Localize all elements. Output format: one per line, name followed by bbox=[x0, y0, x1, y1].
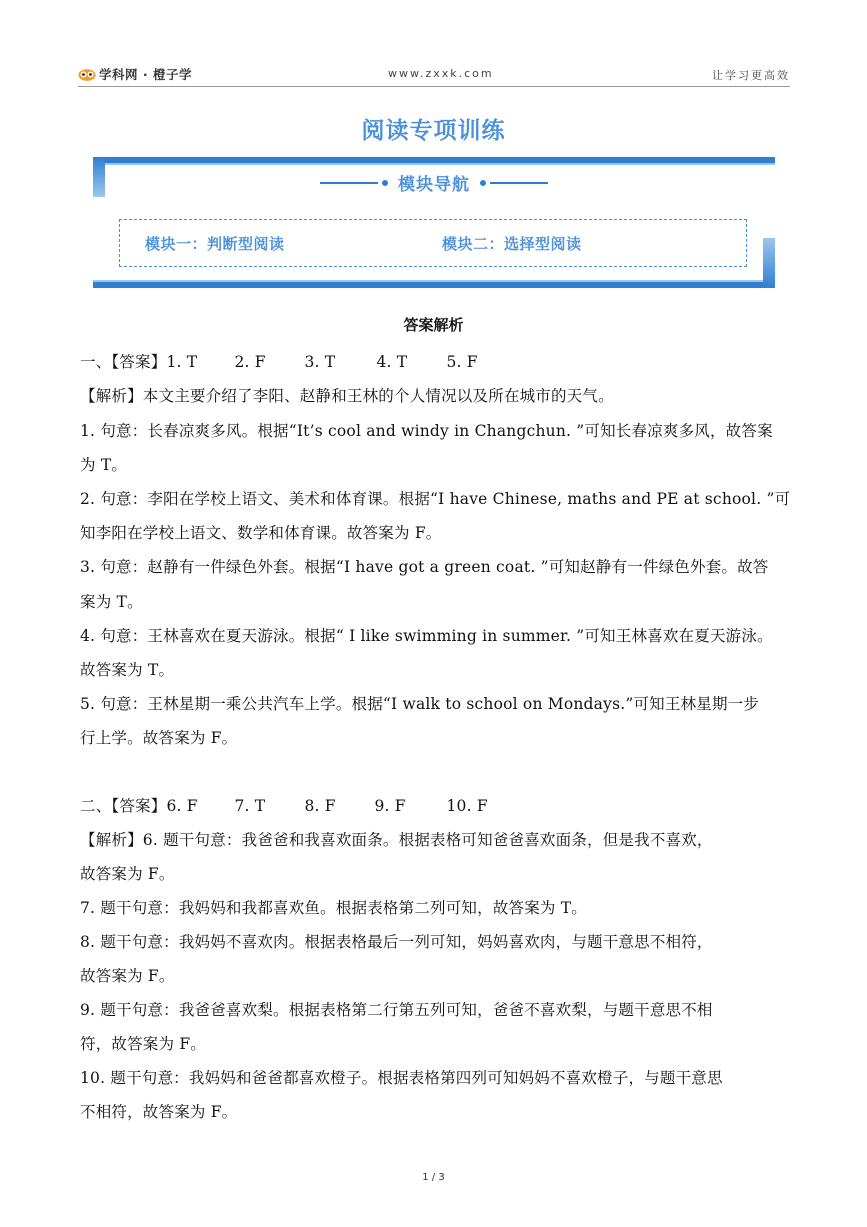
part2-answer-8: 8. F bbox=[304, 797, 336, 815]
part1-line: 知李阳在学校上语文、数学和体育课。故答案为 F。 bbox=[80, 524, 442, 542]
part2-answer-7: 7. T bbox=[234, 797, 266, 815]
part2-line: 10. 题干句意：我妈妈和爸爸都喜欢橙子。根据表格第四列可知妈妈不喜欢橙子，与题干意思 bbox=[80, 1069, 723, 1087]
part1-answer-prefix: 一、【答案】 bbox=[80, 353, 167, 371]
part1-line: 故答案为 T。 bbox=[80, 661, 175, 679]
nav-modules-box bbox=[119, 219, 747, 267]
logo bbox=[78, 65, 192, 83]
part1-line: 行上学。故答案为 F。 bbox=[80, 729, 238, 747]
part2-line: 符，故答案为 F。 bbox=[80, 1035, 206, 1053]
page-header bbox=[78, 64, 790, 86]
part2-answer-10: 10. F bbox=[446, 797, 488, 815]
section-heading: 答案解析 bbox=[403, 316, 464, 334]
part1-line: 【解析】本文主要介绍了李阳、赵静和王林的个人情况以及所在城市的天气。 bbox=[80, 387, 614, 405]
part1-answer-row bbox=[80, 350, 478, 372]
part2-line: 【解析】6. 题干句意：我爸爸和我喜欢面条。根据表格可知爸爸喜欢面条，但是我不喜欢， bbox=[80, 831, 713, 849]
nav-title-dot-right bbox=[480, 180, 486, 186]
part1-line: 1. 句意：长春凉爽多风。根据“It’s cool and windy in Changchun. ”可知长春凉爽多风，故答案 bbox=[80, 422, 773, 440]
header-divider bbox=[78, 86, 790, 87]
nav-module-1-link[interactable]: 模块一：判断型阅读 bbox=[145, 235, 285, 253]
nav-border-bottom bbox=[93, 282, 775, 288]
part2-answer-6: 6. F bbox=[166, 797, 198, 815]
part2-answer-9: 9. F bbox=[374, 797, 406, 815]
module-nav-box bbox=[93, 157, 775, 288]
owl-logo-icon bbox=[78, 68, 96, 81]
part1-line: 5. 句意：王林星期一乘公共汽车上学。根据“I walk to school on Mondays.”可知王林星期一步 bbox=[80, 695, 760, 713]
part1-answer-2: 2. F bbox=[234, 353, 266, 371]
nav-border-top-light bbox=[93, 163, 775, 165]
part2-line: 故答案为 F。 bbox=[80, 865, 175, 883]
site-url: www.zxxk.com bbox=[388, 67, 494, 80]
page-title: 阅读专项训练 bbox=[361, 117, 506, 144]
part2-line: 8. 题干句意：我妈妈不喜欢肉。根据表格最后一列可知，妈妈喜欢肉，与题干意思不相符， bbox=[80, 933, 713, 951]
nav-title: 模块导航 bbox=[398, 175, 470, 195]
part1-line: 3. 句意：赵静有一件绿色外套。根据“I have got a green coat. ”可知赵静有一件绿色外套。故答 bbox=[80, 558, 769, 576]
slogan: 让学习更高效 bbox=[712, 69, 790, 82]
nav-border-bottom-light bbox=[93, 280, 775, 282]
logo-text: 学科网 · 橙子学 bbox=[99, 67, 192, 82]
part1-answer-3: 3. T bbox=[304, 353, 336, 371]
part2-answer-row bbox=[80, 794, 488, 816]
part2-line: 不相符，故答案为 F。 bbox=[80, 1103, 238, 1121]
nav-title-line-right bbox=[490, 182, 548, 184]
nav-corner-bottom-right bbox=[763, 238, 775, 288]
part2-line: 故答案为 F。 bbox=[80, 967, 175, 985]
part1-line: 2. 句意：李阳在学校上语文、美术和体育课。根据“I have Chinese, maths and PE at school. ”可 bbox=[80, 490, 791, 508]
part2-answer-prefix: 二、【答案】 bbox=[80, 797, 167, 815]
part2-line: 9. 题干句意：我爸爸喜欢梨。根据表格第二行第五列可知，爸爸不喜欢梨，与题干意思不相 bbox=[80, 1001, 713, 1019]
page-number: 1 / 3 bbox=[422, 1172, 445, 1183]
nav-title-line-left bbox=[320, 182, 378, 184]
part1-answer-5: 5. F bbox=[446, 353, 478, 371]
part1-line: 4. 句意：王林喜欢在夏天游泳。根据“ I like swimming in summer. ”可知王林喜欢在夏天游泳。 bbox=[80, 627, 773, 645]
part2-line: 7. 题干句意：我妈妈和我都喜欢鱼。根据表格第二列可知，故答案为 T。 bbox=[80, 899, 587, 917]
part1-answer-1: 1. T bbox=[166, 353, 198, 371]
nav-title-dot-left bbox=[382, 180, 388, 186]
part1-line: 为 T。 bbox=[80, 456, 128, 474]
part1-line: 案为 T。 bbox=[80, 593, 143, 611]
part1-answer-4: 4. T bbox=[376, 353, 408, 371]
nav-title-row bbox=[93, 170, 775, 195]
nav-module-2-link[interactable]: 模块二：选择型阅读 bbox=[442, 235, 582, 253]
